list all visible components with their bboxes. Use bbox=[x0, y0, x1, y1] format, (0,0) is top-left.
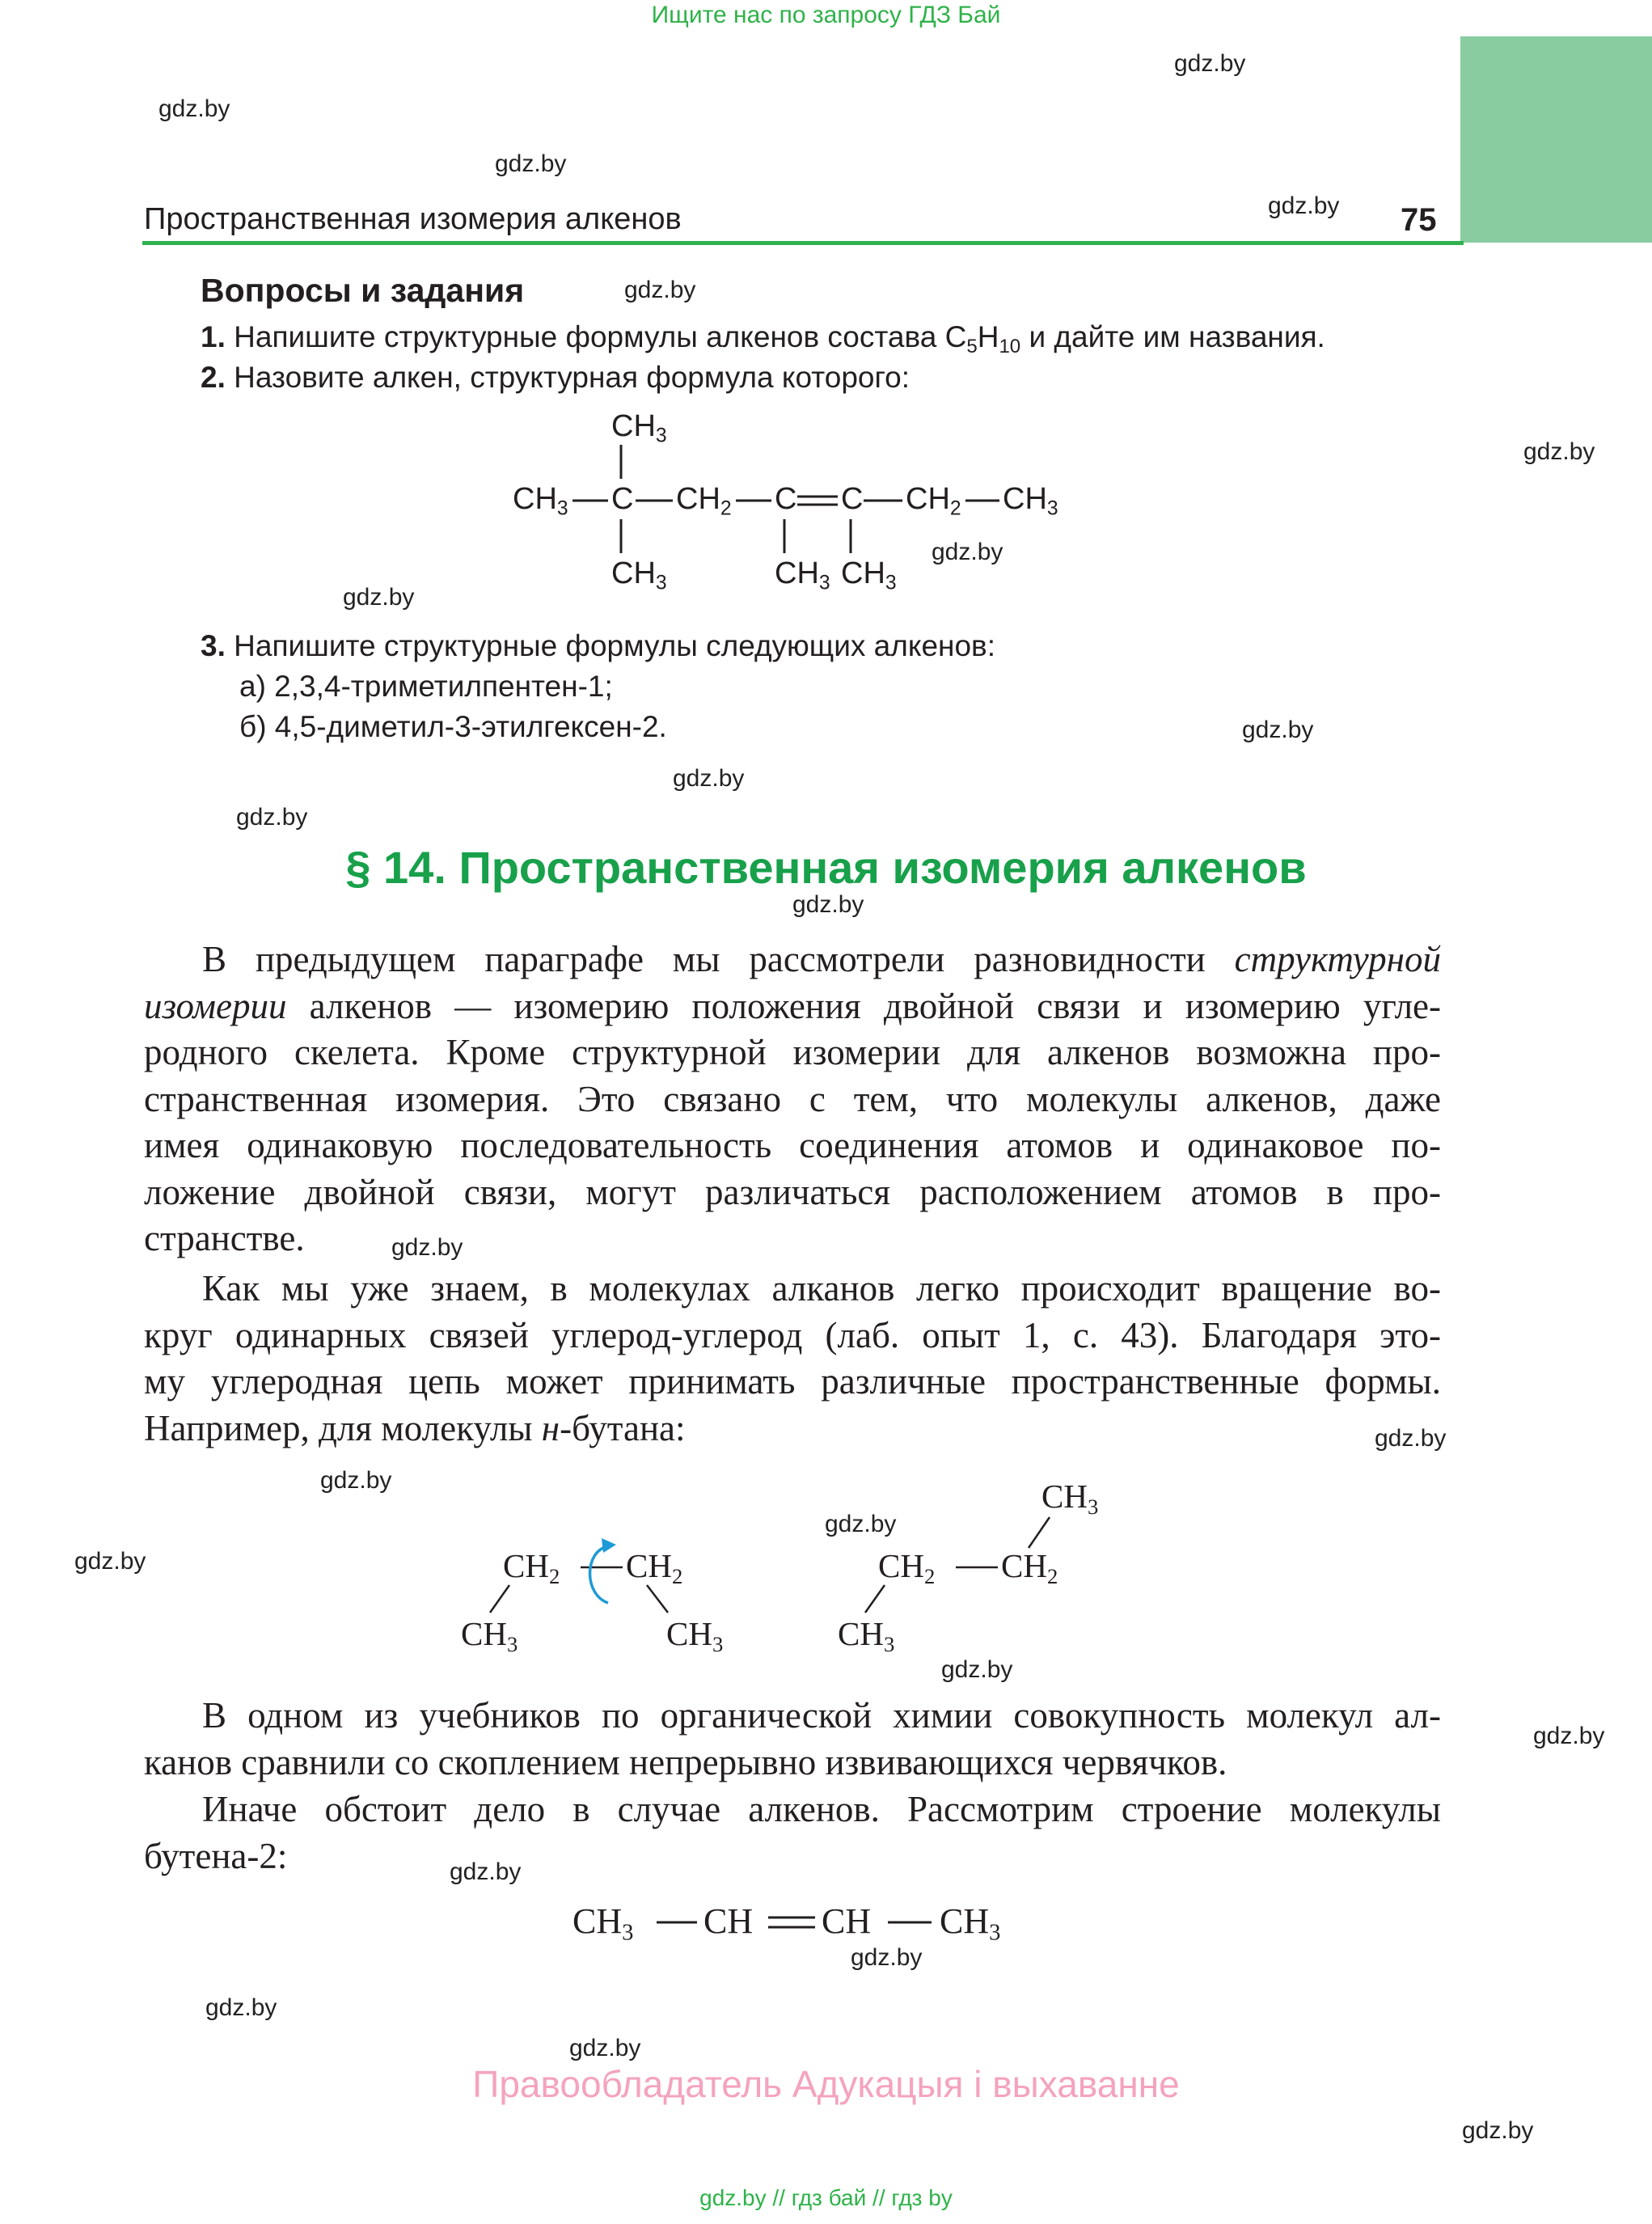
paragraph-1-line: странственная изомерия. Это связано с тем, что молекулы алкенов, даже bbox=[144, 1078, 1441, 1119]
formula-c-double-right: C bbox=[841, 482, 864, 516]
paragraph-1-line: В предыдущем параграфе мы рассмотрели разновидности структурной bbox=[202, 939, 1441, 979]
butene-ch3-left: $CH_3$ bbox=[572, 1901, 634, 1946]
butane-ch2-right: $CH_2$ bbox=[626, 1547, 683, 1588]
watermark: gdz.by bbox=[343, 584, 415, 611]
formula-ch3-bottom-3: $CH_3$ bbox=[841, 556, 897, 594]
paragraph-2-line: му углеродная цепь может принимать различные пространственные формы. bbox=[144, 1361, 1441, 1402]
formula-ch3-top: $CH_3$ bbox=[611, 409, 667, 447]
watermark: gdz.by bbox=[792, 891, 864, 918]
watermark: gdz.by bbox=[158, 95, 230, 122]
watermark: gdz.by bbox=[851, 1944, 923, 1971]
watermark: gdz.by bbox=[1533, 1723, 1605, 1749]
butane2-ch2-left: $CH_2$ bbox=[878, 1547, 936, 1588]
watermark: gdz.by bbox=[569, 2035, 641, 2061]
watermark: gdz.by bbox=[1523, 438, 1595, 465]
paragraph-4-line: бутена-2: bbox=[144, 1835, 288, 1876]
paragraph-1-line: имея одинаковую последовательность соединения атомов и одинаковое по- bbox=[144, 1125, 1441, 1165]
watermark: gdz.by bbox=[941, 1656, 1013, 1683]
watermark: gdz.by bbox=[624, 277, 696, 303]
butene-ch-right: CH bbox=[822, 1901, 872, 1941]
formula-ch3-left: $CH_3$ bbox=[513, 482, 568, 520]
watermark: gdz.by bbox=[205, 1994, 277, 2021]
copyright-notice: Правообладатель Адукацыя і выхаванне bbox=[472, 2063, 1180, 2105]
watermark: gdz.by bbox=[320, 1467, 392, 1494]
butane2-ch2-right: $CH_2$ bbox=[1001, 1547, 1058, 1588]
watermark: gdz.by bbox=[1268, 192, 1340, 219]
paragraph-3-line: В одном из учебников по органической химии совокупность молекул ал- bbox=[202, 1695, 1441, 1736]
butane-ch2-left: $CH_2$ bbox=[503, 1547, 560, 1588]
watermark: gdz.by bbox=[932, 539, 1003, 565]
paragraph-4-line: Иначе обстоит дело в случае алкенов. Рассмотрим строение молекулы bbox=[202, 1789, 1441, 1829]
watermark: gdz.by bbox=[1462, 2117, 1534, 2144]
watermark: gdz.by bbox=[1174, 50, 1246, 77]
formula-ch3-bottom-2: $CH_3$ bbox=[775, 556, 830, 594]
formula-c-quaternary: C bbox=[611, 482, 634, 516]
butane-ch3-right: $CH_3$ bbox=[666, 1615, 724, 1656]
paragraph-1-line: изомерии алкенов — изомерию положения двойной связи и изомерию угле- bbox=[144, 985, 1441, 1026]
page-number: 75 bbox=[1401, 202, 1437, 238]
top-banner[interactable]: Ищите нас по запросу ГДЗ Бай bbox=[651, 2, 1001, 28]
formula-ch3-bottom-1: $CH_3$ bbox=[611, 556, 667, 594]
watermark: gdz.by bbox=[1375, 1425, 1447, 1452]
watermark: gdz.by bbox=[1242, 717, 1314, 743]
watermark: gdz.by bbox=[391, 1234, 463, 1261]
questions-title: Вопросы и задания bbox=[201, 272, 525, 309]
footer-links[interactable]: gdz.by // гдз бай // гдз by bbox=[699, 2185, 953, 2210]
watermark: gdz.by bbox=[236, 804, 308, 831]
paragraph-2-line: круг одинарных связей углерод-углерод (лаб. опыт 1, с. 43). Благодаря это- bbox=[144, 1314, 1441, 1355]
question-2-text: Назовите алкен, структурная формула которого: bbox=[234, 361, 911, 394]
butene-ch-left: CH bbox=[703, 1901, 754, 1941]
paragraph-2-line: Например, для молекулы н-бутана: bbox=[144, 1407, 686, 1448]
formula-ch2-2: $CH_2$ bbox=[906, 482, 961, 520]
paragraph-2-line: Как мы уже знаем, в молекулах алканов легко происходит вращение во- bbox=[202, 1268, 1441, 1309]
watermark: gdz.by bbox=[673, 765, 745, 792]
formula-c-double-left: C bbox=[775, 482, 797, 516]
watermark: gdz.by bbox=[825, 1511, 897, 1537]
question-3-number: 3. bbox=[201, 629, 226, 662]
watermark: gdz.by bbox=[74, 1548, 146, 1575]
butane2-ch3-bottom: $CH_3$ bbox=[838, 1615, 895, 1656]
question-3-text: Напишите структурные формулы следующих алкенов: bbox=[234, 629, 995, 662]
watermark: gdz.by bbox=[450, 1858, 522, 1885]
watermark: gdz.by bbox=[495, 150, 567, 177]
formula-ch2-1: $CH_2$ bbox=[676, 482, 732, 520]
butane2-ch3-top: $CH_3$ bbox=[1041, 1478, 1099, 1519]
question-1-text: Напишите структурные формулы алкенов состава $C_5H_{10}$ и дайте им названия. bbox=[234, 320, 1325, 358]
butene-ch3-right: $CH_3$ bbox=[940, 1901, 1001, 1946]
paragraph-1-line: странстве. bbox=[144, 1218, 305, 1258]
paragraph-3-line: канов сравнили со скоплением непрерывно извивающихся червячков. bbox=[144, 1741, 1227, 1782]
question-3-item-b: б) 4,5-диметил-3-этилгексен-2. bbox=[239, 710, 667, 743]
running-title: Пространственная изомерия алкенов bbox=[144, 202, 682, 236]
butane-ch3-left: $CH_3$ bbox=[461, 1615, 518, 1656]
question-3-item-a: а) 2,3,4-триметилпентен-1; bbox=[239, 670, 613, 703]
question-1-number: 1. bbox=[201, 320, 226, 353]
paragraph-1-line: родного скелета. Кроме структурной изомерии для алкенов возможна про- bbox=[144, 1032, 1441, 1072]
section-heading: § 14. Пространственная изомерия алкенов bbox=[345, 842, 1307, 893]
paragraph-1-line: ложение двойной связи, могут различаться расположением атомов в про- bbox=[144, 1171, 1441, 1212]
question-2-number: 2. bbox=[201, 361, 226, 394]
formula-ch3-right: $CH_3$ bbox=[1003, 482, 1058, 520]
